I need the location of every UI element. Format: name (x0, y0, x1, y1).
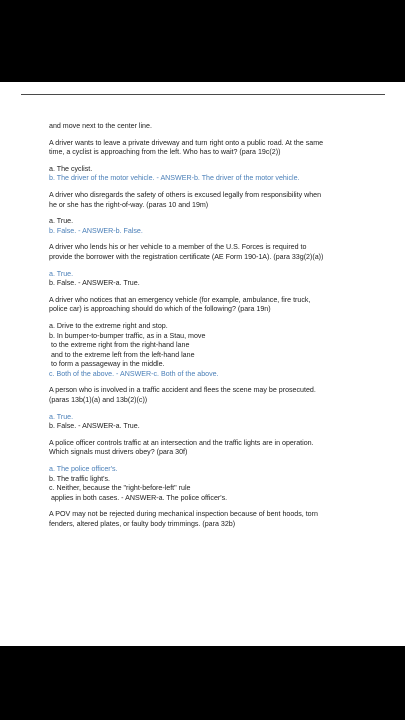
text-line: b. In bumper-to-bumper traffic, as in a Stau, move (49, 331, 206, 340)
answer-line: a. True. (49, 269, 74, 278)
text-line: police car) is approaching should do which of the following? (para 19n) (49, 305, 271, 314)
text-line: provide the borrower with the registration certificate (AE Form 190-1A). (para 33g(2)(a)) (49, 252, 324, 261)
paragraph-gap (49, 158, 369, 165)
answer-line: a. True. (49, 412, 74, 421)
document-page (0, 82, 405, 646)
paragraph-gap (49, 263, 369, 270)
text-line: b. False. - ANSWER-a. True. (49, 279, 140, 288)
answer-line: b. False. - ANSWER-b. False. (49, 226, 143, 235)
text-line: time, a cyclist is approaching from the left. Who has to wait? (para 19c(2)) (49, 148, 281, 157)
text-line: a. True. (49, 217, 74, 226)
text-line: to form a passageway in the middle. (49, 360, 165, 369)
text-line: and to the extreme left from the left-hand lane (49, 350, 195, 359)
paragraph-gap (49, 184, 369, 191)
document-content (49, 122, 369, 530)
text-line: A driver who disregards the safety of others is excused legally from responsibility when (49, 190, 322, 199)
answer-line: a. The police officer's. (49, 465, 118, 474)
paragraph-gap (49, 132, 369, 139)
paragraph-gap (49, 315, 369, 322)
text-line: A POV may not be rejected during mechanical inspection because of bent hoods, torn (49, 510, 318, 519)
text-line: c. Neither, because the "right-before-left" rule (49, 484, 191, 493)
text-line: (paras 13b(1)(a) and 13b(2)(c)) (49, 396, 148, 405)
text-line: applies in both cases. - ANSWER-a. The police officer's. (49, 493, 228, 502)
text-line: a. Drive to the extreme right and stop. (49, 321, 168, 330)
text-line: A person who is involved in a traffic accident and flees the scene may be prosecuted. (49, 386, 316, 395)
paragraph-gap (49, 210, 369, 217)
paragraph-gap (49, 289, 369, 296)
text-line: b. The traffic light's. (49, 474, 111, 483)
header-divider (21, 94, 385, 95)
text-line: to the extreme right from the right-hand lane (49, 341, 190, 350)
text-line: a. The cyclist. (49, 164, 93, 173)
text-line: b. False. - ANSWER-a. True. (49, 422, 140, 431)
paragraph-gap (49, 236, 369, 243)
paragraph-gap (49, 406, 369, 413)
answer-line: b. The driver of the motor vehicle. - ANSWER-b. The driver of the motor vehicle. (49, 174, 300, 183)
paragraph-gap (49, 379, 369, 386)
text-line: and move next to the center line. (49, 122, 152, 130)
text-line: he or she has the right-of-way. (paras 10 and 19m) (49, 200, 209, 209)
text-line: fenders, altered plates, or faulty body trimmings. (para 32b) (49, 520, 236, 528)
text-line: A driver wants to leave a private driveway and turn right onto a public road. At the same (49, 138, 324, 147)
text-line: A driver who lends his or her vehicle to a member of the U.S. Forces is required to (49, 243, 307, 252)
answer-line: c. Both of the above. - ANSWER-c. Both of the above. (49, 369, 219, 378)
text-line: A police officer controls traffic at an intersection and the traffic lights are in operation. (49, 438, 314, 447)
paragraph-gap (49, 432, 369, 439)
paragraph-gap (49, 503, 369, 510)
text-line: Which signals must drivers obey? (para 30f) (49, 448, 188, 457)
paragraph-gap (49, 458, 369, 465)
text-line: A driver who notices that an emergency vehicle (for example, ambulance, fire truck, (49, 295, 311, 304)
